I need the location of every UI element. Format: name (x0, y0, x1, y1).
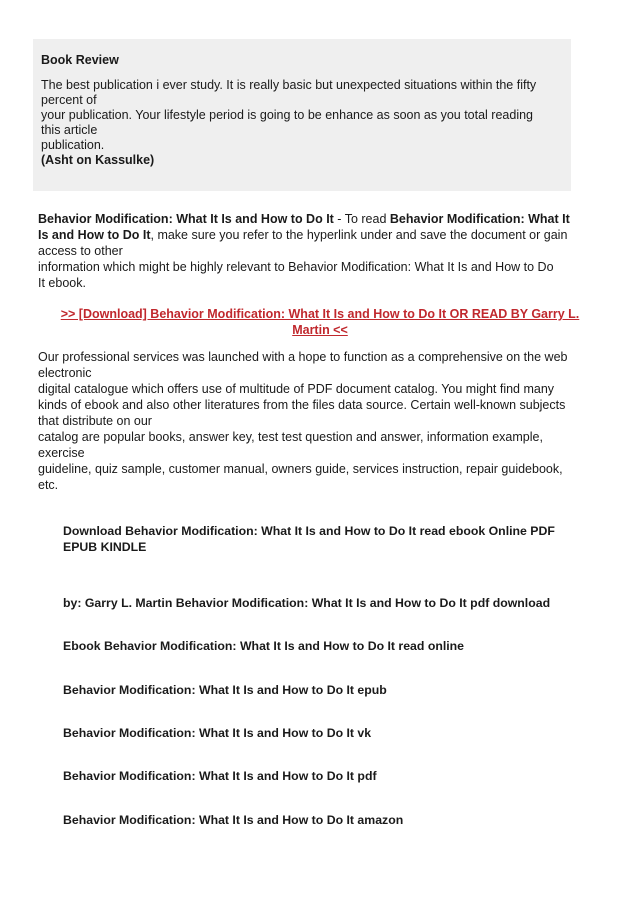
intro-text: , make sure you refer to the hyperlink under and save the document or gain (150, 228, 568, 242)
about-line: that distribute on our (38, 414, 152, 428)
review-line: publication. (41, 138, 105, 152)
book-title-bold: Is and How to Do It (38, 228, 151, 242)
keyword-text: EPUB KINDLE (63, 540, 147, 554)
keyword-text: Download Behavior Modification: What It Is and How to Do It read ebook Online PDF (63, 524, 555, 538)
download-link-line-1[interactable]: >> [Download] Behavior Modification: What It Is and How to Do It OR READ BY Garry L. (60, 307, 580, 321)
book-title-bold: Behavior Modification: What It (389, 212, 570, 226)
about-line: digital catalogue which offers use of multitude of PDF document catalog. You might find many (38, 382, 555, 396)
book-title-bold: Behavior Modification: What It Is and How to Do It (38, 212, 334, 226)
download-link-line-2[interactable]: Martin << (292, 323, 348, 337)
intro-paragraph (38, 211, 594, 291)
download-link[interactable] (50, 306, 590, 338)
keyword-item (63, 812, 593, 828)
keyword-text: Behavior Modification: What It Is and How to Do It amazon (63, 813, 404, 827)
book-review-box (33, 39, 571, 191)
download-link-container (50, 306, 590, 338)
keyword-item (63, 523, 593, 555)
review-title: Book Review (41, 53, 119, 67)
keyword-text: Behavior Modification: What It Is and How to Do It epub (63, 683, 387, 697)
review-line: your publication. Your lifestyle period is going to be enhance as soon as you total reading (41, 108, 533, 122)
about-line: exercise (38, 446, 85, 460)
keyword-text: Ebook Behavior Modification: What It Is and How to Do It read online (63, 639, 465, 653)
review-body (41, 78, 563, 168)
review-author: (Asht on Kassulke) (41, 153, 155, 167)
review-line: percent of (41, 93, 97, 107)
about-line: guideline, quiz sample, customer manual, owners guide, services instruction, repair guidebook, (38, 462, 563, 476)
about-line: catalog are popular books, answer key, test test question and answer, information example, (38, 430, 543, 444)
keyword-text: Behavior Modification: What It Is and How to Do It vk (63, 726, 372, 740)
keyword-item (63, 682, 593, 698)
intro-line-3: access to other (38, 244, 123, 258)
keyword-item (63, 595, 593, 611)
about-line: Our professional services was launched with a hope to function as a comprehensive on the web (38, 350, 568, 364)
intro-line-1 (38, 211, 594, 227)
review-line: this article (41, 123, 98, 137)
intro-line-5: It ebook. (38, 276, 86, 290)
to-read-text: - To read (333, 212, 390, 226)
keyword-item (63, 638, 593, 654)
about-paragraph (38, 349, 594, 493)
keyword-text: Behavior Modification: What It Is and How to Do It pdf (63, 769, 377, 783)
about-line: kinds of ebook and also other literatures from the files data source. Certain well-known subjects (38, 398, 566, 412)
review-line: The best publication i ever study. It is really basic but unexpected situations within the fifty (41, 78, 537, 92)
intro-line-4: information which might be highly relevant to Behavior Modification: What It Is and How to Do (38, 260, 554, 274)
about-line: etc. (38, 478, 59, 492)
keyword-item (63, 725, 593, 741)
keyword-item (63, 768, 593, 784)
intro-line-2 (38, 227, 594, 243)
about-line: electronic (38, 366, 92, 380)
keyword-text: by: Garry L. Martin Behavior Modification: What It Is and How to Do It pdf download (63, 596, 551, 610)
